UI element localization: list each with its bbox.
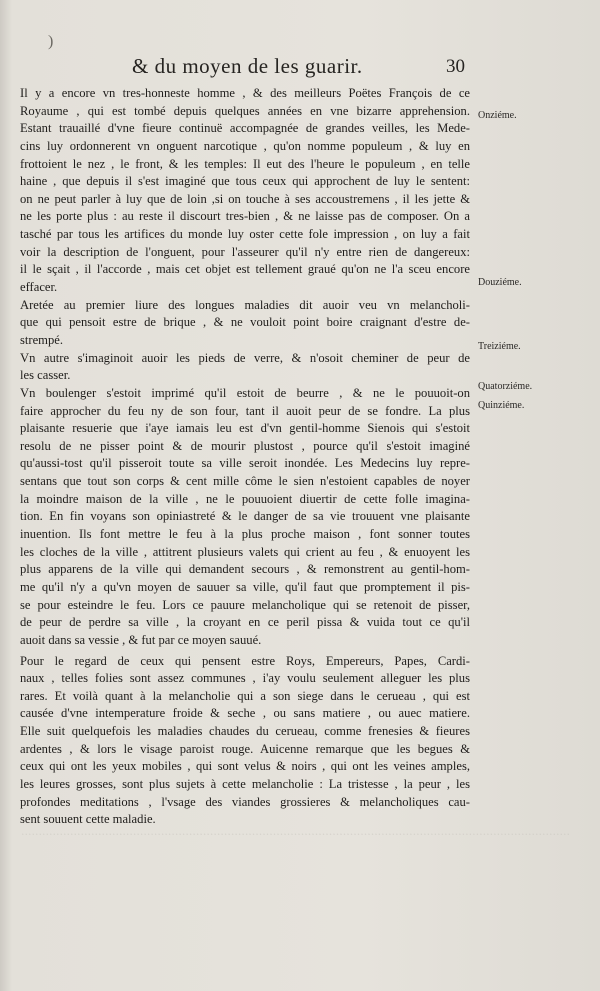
- text-line: de peur de perdre sa ville , la croyant en ce peril pissa & vuida tout ce qu'il: [20, 615, 470, 630]
- text-line: effacer.: [20, 280, 58, 295]
- text-line: me qu'il n'y a qu'vn moyen de sauuer sa ville, qu'il faut que promptement il pis-: [20, 579, 470, 594]
- text-line: ceux qui ont les yeux mobiles , qui sont velus & noirs , qui ont les veines amples,: [20, 759, 470, 774]
- text-line: profondes meditations , l'vsage des viandes grossieres & melancholiques cau-: [20, 794, 470, 809]
- show-through-text: .............................................................................................................................................................: [21, 825, 570, 838]
- text-line: naux , telles folies sont assez communes , i'ay voulu seulement alleguer les plus: [20, 671, 470, 686]
- text-line: Estant trauaillé d'vne fieure continuë accompagnée de grandes veilles, les Mede-: [20, 121, 470, 136]
- margin-note-quinzieme: Quinziéme.: [478, 400, 525, 411]
- text-line: les cloches de la ville , attitrent plusieurs valets qui crient au feu , & enuoyent les: [20, 544, 470, 559]
- text-line: Pour le regard de ceux qui pensent estre Roys, Empereurs, Papes, Cardi-: [20, 653, 470, 668]
- page-number: 30: [446, 56, 465, 77]
- text-line: il le sçait , il l'accorde , mais cet objet est tellement graué qu'on ne l'a sceu encore: [20, 262, 470, 277]
- text-line: sentans que tout son corps & cent mille côme le sien n'estoient capables de noyer: [20, 474, 470, 489]
- text-line: les casser.: [20, 368, 71, 383]
- margin-note-onzieme: Onziéme.: [478, 110, 517, 121]
- margin-note-treizieme: Treiziéme.: [478, 341, 521, 352]
- text-line: Royaume , qui est tombé depuis quelques années en vne bizarre apprehension.: [20, 103, 470, 118]
- text-line: faire approcher du feu ny de son four, tant il auoit peur de se fondre. La plus: [20, 403, 470, 418]
- text-line: rares. Et voilà quant à la melancholie qui a son siege dans le cerueau , qui est: [20, 688, 470, 703]
- text-line: ardentes , & lors le visage paroist rouge. Auicenne remarque que les begues &: [20, 741, 470, 756]
- text-line: que qui pensoit estre de brique , & ne vouloit point boire craignant d'estre de-: [20, 315, 470, 330]
- text-line: Il y a encore vn tres-honneste homme , & des meilleurs Poëtes François de ce: [20, 86, 470, 100]
- text-line: Vn boulenger s'estoit imprimé qu'il estoit de beurre , & ne le pouuoit-on: [20, 385, 470, 400]
- text-line: sent souuent cette maladie.: [20, 812, 156, 827]
- text-line: causée d'vne intemperature froide & seche , ou sans matiere , ou auec matiere.: [20, 706, 470, 721]
- text-line: auoit dans sa vessie , & fut par ce moyen sauué.: [20, 632, 262, 647]
- page-header: [0, 54, 600, 82]
- margin-mark: ): [48, 33, 54, 50]
- text-line: on ne peut parler à luy que de loin ,si on touche à ses accoustremens , il les jette &: [20, 191, 470, 206]
- text-line: Vn autre s'imaginoit auoir les pieds de verre, & n'osoit cheminer de peur de: [20, 350, 470, 365]
- text-line: resolu de ne pisser point & de mourir plustost , pource qu'il s'estoit imaginé: [20, 438, 470, 453]
- text-line: Aretée au premier liure des longues maladies dit auoir veu vn melancholi-: [20, 297, 470, 312]
- text-line: se pour esteindre le feu. Lors ce pauure melancholique qui se retenoit de pisser,: [20, 597, 470, 612]
- text-line: tasché par tous les artifices du monde luy oster cette fole impression , on luy a fait: [20, 227, 470, 242]
- text-line: la moindre maison de la ville , ne le pouuoient diuertir de cette folle imagina-: [20, 491, 470, 506]
- running-title: & du moyen de les guarir.: [132, 54, 363, 78]
- margin-note-quatorzieme: Quatorziéme.: [478, 381, 533, 392]
- text-line: cins luy ordonnerent vn onguent narcotique , qu'on nomme populeum , & luy en: [20, 138, 470, 153]
- margin-note-douzieme: Douziéme.: [478, 277, 522, 288]
- text-line: Elle suit quelquefois les maladies chaudes du cerueau, comme frenesies & fieures: [20, 724, 470, 739]
- text-line: voir la description de l'onguent, pour l'asseurer qu'il n'y entre rien de dangereux:: [20, 244, 470, 259]
- text-line: ne les porte plus : au reste il discourt tres-bien , & ne laisse pas de composer. On a: [20, 209, 470, 224]
- text-line: tion. En fin voyans son opiniastreté & le danger de sa vie trouuent vne plaisante: [20, 509, 470, 524]
- text-line: les leures grosses, sont plus sujets à cette melancholie : La tristesse , la peur , les: [20, 776, 470, 791]
- text-line: inuention. Ils font mettre le feu à la plus proche maison , font sonner toutes: [20, 527, 470, 542]
- text-line: frottoient le nez , le front, & les temples: Il eut des l'heure le populeum , en telle: [20, 156, 470, 171]
- text-line: plaisante resuerie que i'aye iamais leu est d'vn gentil-homme Sienois qui s'estoit: [20, 421, 470, 436]
- text-line: plus apparens de la ville qui demandent secours , & remonstrent au gentil-hom-: [20, 562, 470, 577]
- text-line: strempé.: [20, 332, 64, 347]
- text-line: qu'aussi-tost qu'il pisseroit toute sa ville seroit inondée. Les Medecins luy repre-: [20, 456, 470, 471]
- body-text: [20, 85, 470, 829]
- text-line: haine , que depuis il s'est imaginé que tous ceux qui approchent de luy le sentent:: [20, 174, 470, 189]
